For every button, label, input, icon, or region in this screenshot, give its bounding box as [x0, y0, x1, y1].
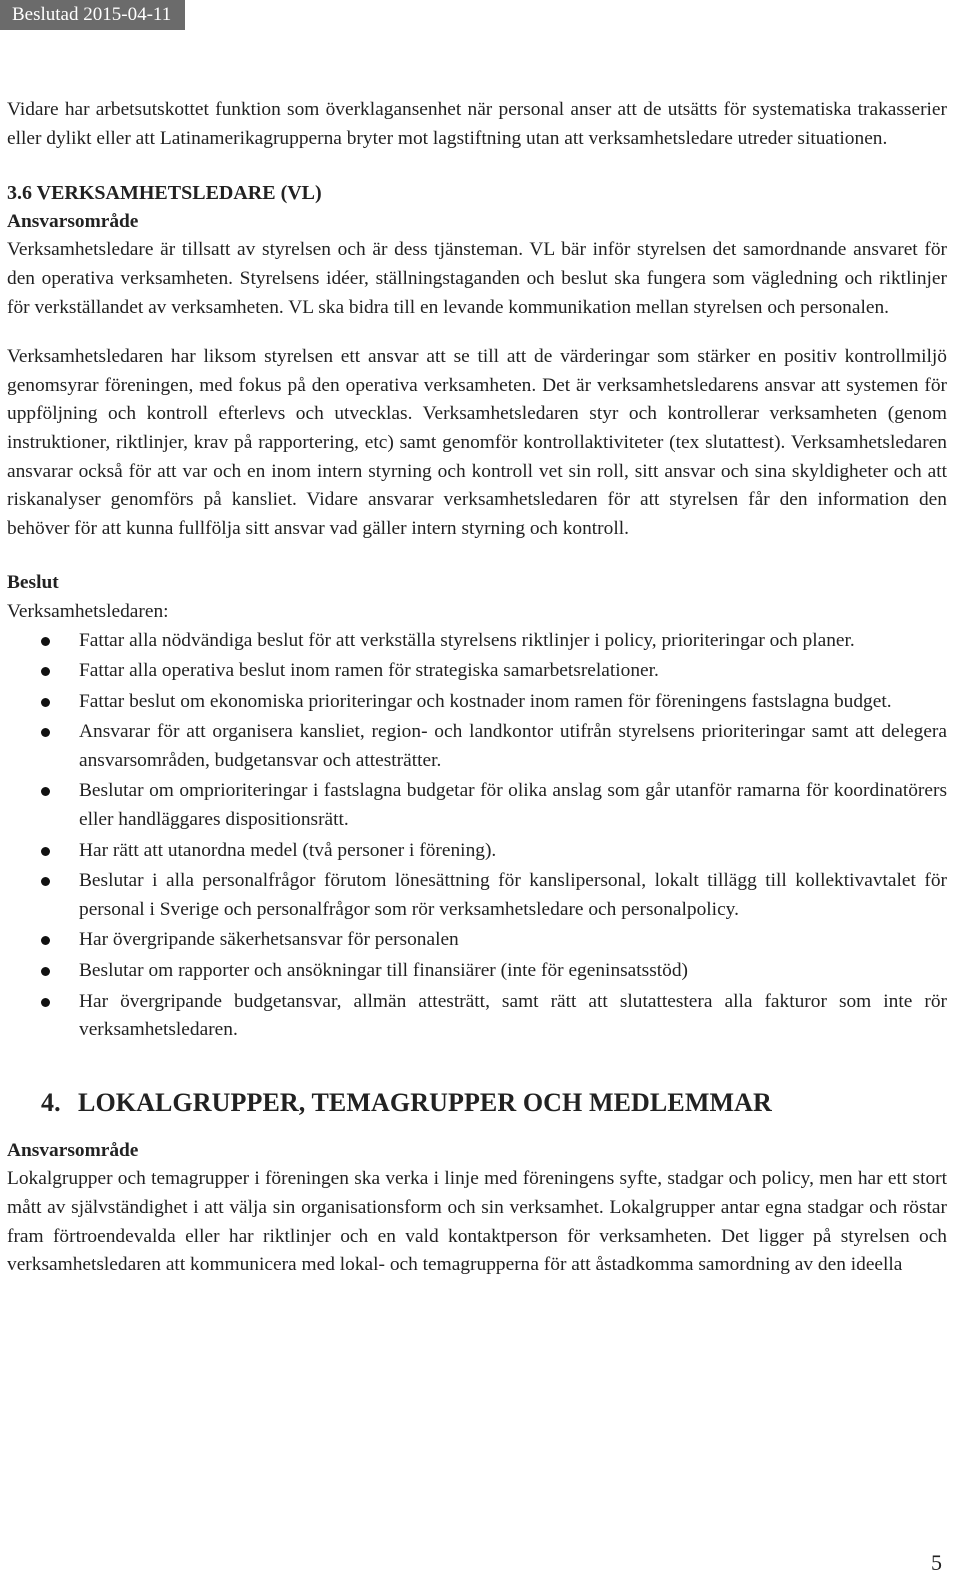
- list-item-text: Har övergripande budgetansvar, allmän attesträtt, samt rätt att slutattestera alla fakturor som inte rör verksamhetsledaren.: [79, 990, 947, 1041]
- list-item: [7, 718, 947, 775]
- bullet-icon: [41, 936, 50, 945]
- intro-paragraph: Vidare har arbetsutskottet funktion som överklagansenhet när personal anser att de utsätts för systematiska trakasserier eller dylikt eller att Latinamerikagrupperna bryter mot lagstiftning utan att verksamhetsledare utreder situationen.: [7, 99, 947, 149]
- responsibility-paragraph: Verksamhetsledare är tillsatt av styrelsen och är dess tjänsteman. VL bär inför styrelsen det samordnande ansvaret för den operativa verksamheten. Styrelsens idéer, ställningstaganden och beslut ska fungera som vägledning och riktlinjer för verkställandet av verksamheten. VL ska bidra till en levande kommunikation mellan styrelsen och personalen.: [7, 239, 947, 318]
- bullet-icon: [41, 698, 50, 707]
- document-header-label: Beslutad 2015-04-11: [0, 0, 185, 30]
- bullet-icon: [41, 637, 50, 646]
- bullet-icon: [41, 847, 50, 856]
- chapter-number: 4.: [41, 1087, 61, 1117]
- list-item-text: Beslutar i alla personalfrågor förutom lönesättning för kanslipersonal, lokalt tillägg till kollektivavtalet för personal i Sverige och personalfrågor som rör verksamhetsledare och personalpolicy.: [79, 870, 947, 920]
- chapter-heading-4: [41, 1083, 947, 1123]
- control-paragraph: Verksamhetsledaren har liksom styrelsen ett ansvar att se till att de värderingar som stärker en positiv kontrollmiljö genomsyrar föreningen, med fokus på den operativa verksamheten. Det är verksamhetsledarens ansvar att systemen för uppföljning och kontroll efterlevs och utvecklas. Verksamhetsledaren styr och kontrollerar verksamheten (genom instruktioner, riktlinjer, krav på rapportering, etc) samt genomför kontrollaktiviteter (tex slutattest). Verksamhetsledaren ansvarar också för att var och en inom intern styrning och kontroll vet sin roll, sitt ansvar och sina skyldigheter och att riskanalyser genomförs på kansliet. Vidare ansvarar verksamhetsledaren för att styrelsen får den information den behöver för att kunna fullfölja sitt ansvar vad gäller intern styrning och kontroll.: [7, 346, 947, 539]
- section-heading-3-6: 3.6 VERKSAMHETSLEDARE (VL): [7, 182, 322, 205]
- list-item: [7, 957, 947, 986]
- bullet-icon: [41, 787, 50, 796]
- list-item: [7, 926, 947, 955]
- decision-intro: Verksamhetsledaren:: [7, 600, 169, 622]
- list-item: [7, 988, 947, 1045]
- decision-list: [7, 627, 947, 1045]
- page-number: 5: [931, 1550, 942, 1575]
- chapter-4-paragraph: Lokalgrupper och temagrupper i föreningen ska verka i linje med föreningens syfte, stadgar och policy, men har ett stort mått av självständighet i att välja sin organisationsform och sin verksamhet. Lokalgrupper antar egna stadgar och röstar fram förtroendevalda eller har riktlinjer och en vald kontaktperson för verksamheten. Det ligger på styrelsen och verksamhetsledaren att kommunicera med lokal- och temagrupperna för att åstadkomma samordning av den ideella: [7, 1168, 947, 1276]
- list-item: [7, 837, 947, 866]
- chapter-title: LOKALGRUPPER, TEMAGRUPPER OCH MEDLEMMAR: [78, 1087, 772, 1117]
- list-item: [7, 777, 947, 834]
- list-item-text: Har övergripande säkerhetsansvar för personalen: [79, 929, 459, 951]
- bullet-icon: [41, 998, 50, 1007]
- bullet-icon: [41, 728, 50, 737]
- list-item-text: Ansvarar för att organisera kansliet, region- och landkontor utifrån styrelsens prioriteringar samt att delegera ansvarsområden, budgetansvar och attesträtter.: [79, 721, 947, 771]
- list-item-text: Beslutar om rapporter och ansökningar till finansiärer (inte för egeninsatsstöd): [79, 960, 689, 982]
- bullet-icon: [41, 877, 50, 886]
- list-item-text: Har rätt att utanordna medel (två personer i förening).: [79, 839, 497, 861]
- list-item: [7, 867, 947, 924]
- list-item: [7, 688, 947, 717]
- document-body: [7, 96, 947, 1280]
- list-item-text: Fattar beslut om ekonomiska prioriteringar och kostnader inom ramen för föreningens fastslagna budget.: [79, 690, 892, 712]
- decision-heading: Beslut: [7, 572, 59, 594]
- chapter-4-responsibility-heading: Ansvarsområde: [7, 1139, 139, 1161]
- list-item: [7, 657, 947, 686]
- list-item-text: Beslutar om omprioriteringar i fastslagna budgetar för olika anslag som går utanför ramarna för koordinatörers eller handläggares dispositionsrätt.: [79, 780, 947, 831]
- list-item-text: Fattar alla operativa beslut inom ramen för strategiska samarbetsrelationer.: [79, 660, 659, 682]
- responsibility-heading: Ansvarsområde: [7, 210, 139, 232]
- bullet-icon: [41, 667, 50, 676]
- list-item: [7, 627, 947, 656]
- list-item-text: Fattar alla nödvändiga beslut för att verkställa styrelsens riktlinjer i policy, prioriteringar och planer.: [79, 629, 855, 651]
- bullet-icon: [41, 967, 50, 976]
